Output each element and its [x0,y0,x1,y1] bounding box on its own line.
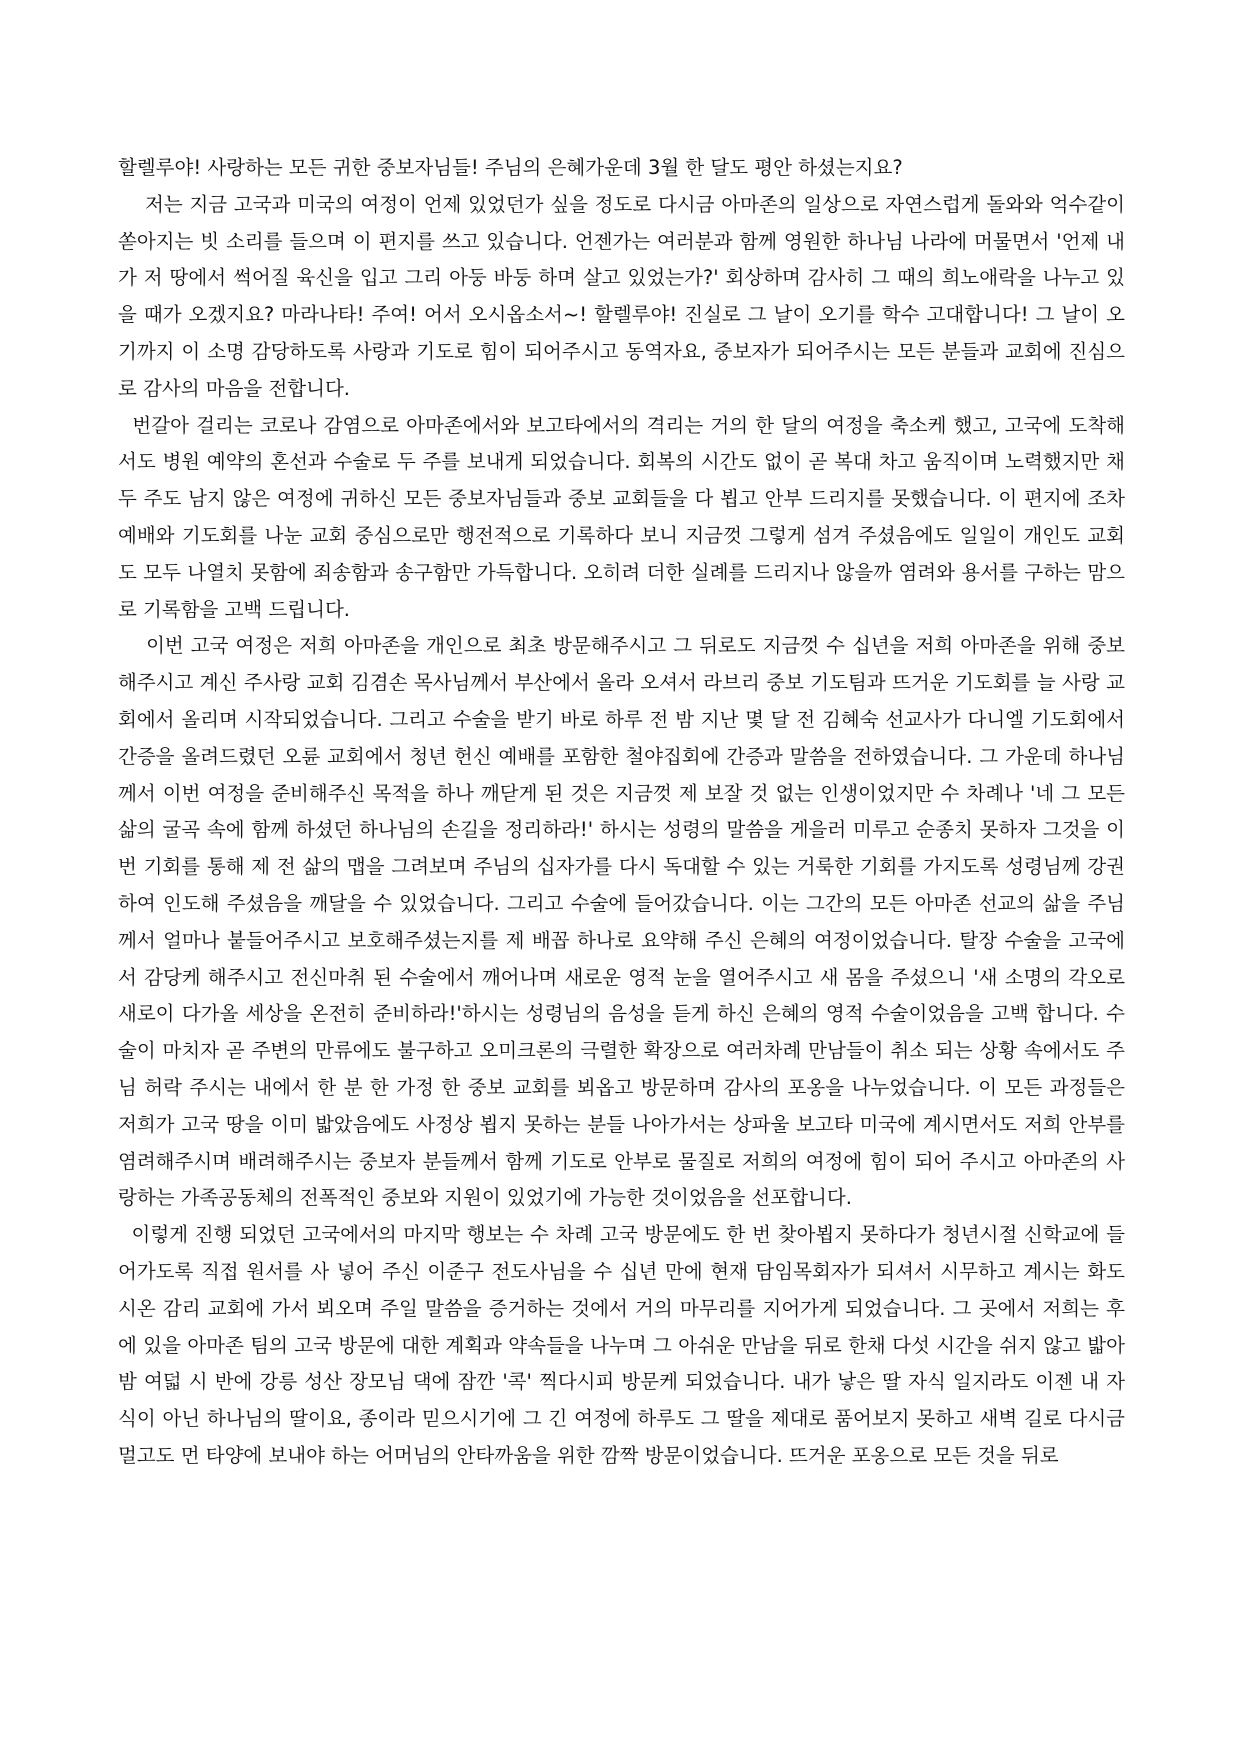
paragraph-covid-surgery: 번갈아 걸리는 코로나 감염으로 아마존에서와 보고타에서의 격리는 거의 한 달의 여정을 축소케 했고, 고국에 도착해서도 병원 예약의 혼선과 수술로 두 주를 보내게 되었습니다. 회복의 시간도 없이 곧 복대 차고 움직이며 노력했지만 채 두 주도 남지 않은 여정에 귀하신 모든 중보자님들과 중보 교회들을 다 뵙고 안부 드리지를 못했습니다. 이 편지에 조차 예배와 기도회를 나눈 교회 중심으로만 행전적으로 기록하다 보니 지금껏 그렇게 섬겨 주셨음에도 일일이 개인도 교회도 모두 나열치 못함에 죄송함과 송구함만 가득합니다. 오히려 더한 실례를 드리지나 않을까 염려와 용서를 구하는 맘으로 기록함을 고백 드립니다. [118,413,1125,621]
letter-body [118,150,1125,1475]
paragraph-gratitude: 저는 지금 고국과 미국의 여정이 언제 있었던가 싶을 정도로 다시금 아마존의 일상으로 자연스럽게 돌와와 억수같이 쏟아지는 빗 소리를 들으며 이 편지를 쓰고 있습니다. 언젠가는 여러분과 함께 영원한 하나님 나라에 머물면서 '언제 내가 저 땅에서 썩어질 육신을 입고 그리 아둥 바둥 하며 살고 있었는가?' 회상하며 감사히 그 때의 희노애락을 나누고 있을 때가 오겠지요? 마라나타! 주여! 어서 오시옵소서~! 할렐루야! 진실로 그 날이 오기를 학수 고대합니다! 그 날이 오기까지 이 소명 감당하도록 사랑과 기도로 힘이 되어주시고 동역자요, 중보자가 되어주시는 모든 분들과 교회에 진심으로 감사의 마음을 전합니다. [118,192,1125,400]
paragraph-homeland-journey: 이번 고국 여정은 저희 아마존을 개인으로 최초 방문해주시고 그 뒤로도 지금껏 수 십년을 저희 아마존을 위해 중보 해주시고 계신 주사랑 교회 김겸손 목사님께서 부산에서 올라 오셔서 라브리 중보 기도팀과 뜨거운 기도회를 늘 사랑 교회에서 올리며 시작되었습니다. 그리고 수술을 받기 바로 하루 전 밤 지난 몇 달 전 김혜숙 선교사가 다니엘 기도회에서 간증을 올려드렸던 오륜 교회에서 청년 헌신 예배를 포함한 철야집회에 간증과 말씀을 전하였습니다. 그 가운데 하나님께서 이번 여정을 준비해주신 목적을 하나 깨닫게 된 것은 지금껏 제 보잘 것 없는 인생이었지만 수 차례나 '네 그 모든 삶의 굴곡 속에 함께 하셨던 하나님의 손길을 정리하라!' 하시는 성령의 말씀을 게을러 미루고 순종치 못하자 그것을 이번 기회를 통해 제 전 삶의 맵을 그려보며 주님의 십자가를 다시 독대할 수 있는 거룩한 기회를 가지도록 성령님께 강권하여 인도해 주셨음을 깨달을 수 있었습니다. 그리고 수술에 들어갔습니다. 이는 그간의 모든 아마존 선교의 삶을 주님께서 얼마나 붙들어주시고 보호해주셨는지를 제 배꼽 하나로 요약해 주신 은혜의 여정이었습니다. 탈장 수술을 고국에서 감당케 해주시고 전신마취 된 수술에서 깨어나며 새로운 영적 눈을 열어주시고 새 몸을 주셨으니 '새 소명의 각오로 새로이 다가올 세상을 온전히 준비하라!'하시는 성령님의 음성을 듣게 하신 은혜의 영적 수술이었음을 고백 합니다. 수술이 마치자 곧 주변의 만류에도 불구하고 오미크론의 극렬한 확장으로 여러차례 만남들이 취소 되는 상황 속에서도 주님 허락 주시는 내에서 한 분 한 가정 한 중보 교회를 뵈옵고 방문하며 감사의 포옹을 나누었습니다. 이 모든 과정들은 저희가 고국 땅을 이미 밟았음에도 사정상 뵙지 못하는 분들 나아가서는 상파울 보고타 미국에 계시면서도 저희 안부를 염려해주시며 배려해주시는 중보자 분들께서 함께 기도로 안부로 물질로 저희의 여정에 힘이 되어 주시고 아마존의 사랑하는 가족공동체의 전폭적인 중보와 지원이 있었기에 가능한 것이었음을 선포합니다. [118,634,1125,1210]
greeting-paragraph: 할렐루야! 사랑하는 모든 귀한 중보자님들! 주님의 은혜가운데 3월 한 달도 평안 하셨는지요? [118,156,903,179]
paragraph-final-visit: 이렇게 진행 되었던 고국에서의 마지막 행보는 수 차례 고국 방문에도 한 번 찾아뵙지 못하다가 청년시절 신학교에 들어가도록 직접 원서를 사 넣어 주신 이준구 전도사님을 수 십년 만에 현재 담임목회자가 되셔서 시무하고 계시는 화도 시온 감리 교회에 가서 뵈오며 주일 말씀을 증거하는 것에서 거의 마무리를 지어가게 되었습니다. 그 곳에서 저희는 후에 있을 아마존 팀의 고국 방문에 대한 계획과 약속들을 나누며 그 아쉬운 만남을 뒤로 한채 다섯 시간을 쉬지 않고 밟아 밤 여덟 시 반에 강릉 성산 장모님 댁에 잠깐 '콕' 찍다시피 방문케 되었습니다. 내가 낳은 딸 자식 일지라도 이젠 내 자식이 아닌 하나님의 딸이요, 종이라 믿으시기에 그 긴 여정에 하루도 그 딸을 제대로 품어보지 못하고 새벽 길로 다시금 멀고도 먼 타양에 보내야 하는 어머님의 안타까움을 위한 깜짝 방문이었습니다. 뜨거운 포옹으로 모든 것을 뒤로 [118,1223,1125,1467]
